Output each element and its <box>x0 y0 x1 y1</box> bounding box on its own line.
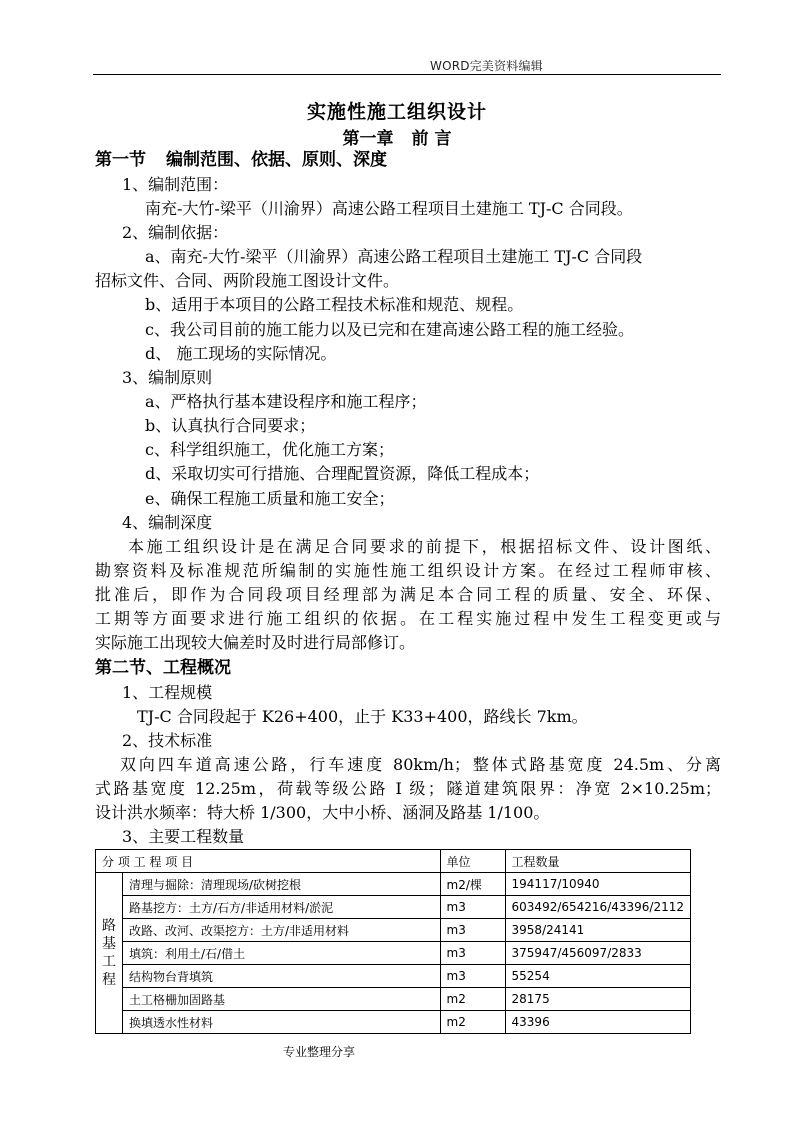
section2-heading: 第二节、工程概况 <box>95 658 231 678</box>
chapter-name: 前 言 <box>411 129 452 149</box>
group-char: 程 <box>102 972 116 988</box>
quantity-table <box>95 849 691 1034</box>
table-row <box>96 896 691 919</box>
group-char: 工 <box>102 954 116 970</box>
standard-line: 设计洪水频率：特大桥 1/300，大中小桥、涵洞及路基 1/100。 <box>95 803 550 822</box>
cell-qty: 55254 <box>505 965 690 988</box>
header-cell-item: 分 项 工 程 项 目 <box>96 850 441 873</box>
header-cell-qty: 工程数量 <box>505 850 690 873</box>
depth-heading: 4、编制深度 <box>122 513 213 532</box>
table-row <box>96 873 691 896</box>
cell-qty: 603492/654216/43396/2112 <box>505 896 690 919</box>
header-divider <box>93 74 721 75</box>
principle-a: a、严格执行基本建设程序和施工程序； <box>145 392 427 411</box>
cell-unit: m3 <box>440 896 505 919</box>
cell-item: 改路、改河、改渠挖方：土方/非适用材料 <box>123 919 441 942</box>
depth-line: 本施工组织设计是在满足合同要求的前提下，根据招标文件、设计图纸、 <box>128 537 721 556</box>
depth-line: 勘察资料及标准规范所编制的实施性施工组织设计方案。在经过工程师审核、 <box>95 561 721 580</box>
cell-unit: m2/棵 <box>440 873 505 896</box>
scope-text: 南充-大竹-梁平（川渝界）高速公路工程项目土建施工 TJ-C 合同段。 <box>145 199 633 218</box>
chapter-heading <box>0 124 794 149</box>
page-footer: 专业整理分享 <box>283 1045 356 1059</box>
group-char: 基 <box>102 936 116 952</box>
section1-heading <box>95 150 387 170</box>
cell-qty: 28175 <box>505 988 690 1011</box>
table-row <box>96 988 691 1011</box>
cell-item: 路基挖方：土方/石方/非适用材料/淤泥 <box>123 896 441 919</box>
principle-c: c、科学组织施工，优化施工方案； <box>145 440 394 459</box>
depth-line: 工期等方面要求进行施工组织的依据。在工程实施过程中发生工程变更或与 <box>95 609 721 628</box>
cell-qty: 43396 <box>505 1011 690 1034</box>
principle-d: d、采取切实可行措施、合理配置资源，降低工程成本； <box>145 464 540 483</box>
depth-line: 实际施工出现较大偏差时及时进行局部修订。 <box>95 633 416 652</box>
cell-item: 清理与掘除：清理现场/砍树挖根 <box>123 873 441 896</box>
principle-b: b、认真执行合同要求； <box>145 416 316 435</box>
depth-line: 批准后，即作为合同段项目经理部为满足本合同工程的质量、安全、环保、 <box>95 585 721 604</box>
table-row <box>96 919 691 942</box>
table-row <box>96 942 691 965</box>
cell-qty: 194117/10940 <box>505 873 690 896</box>
header-cell-unit: 单位 <box>440 850 505 873</box>
cell-unit: m2 <box>440 988 505 1011</box>
basis-a-line2: 招标文件、合同、两阶段施工图设计文件。 <box>95 271 400 290</box>
basis-a-line1: a、南充-大竹-梁平（川渝界）高速公路工程项目土建施工 TJ-C 合同段 <box>145 247 643 266</box>
cell-unit: m3 <box>440 965 505 988</box>
group-label-roadbed <box>96 873 123 1034</box>
table-row <box>96 1011 691 1034</box>
basis-c: c、我公司目前的施工能力以及已完和在建高速公路工程的施工经验。 <box>145 320 634 339</box>
chapter-label: 第一章 <box>342 129 394 149</box>
standard-line: 式路基宽度 12.25m，荷载等级公路 I 级；隧道建筑限界：净宽 2×10.25m； <box>95 779 721 798</box>
basis-b: b、适用于本项目的公路工程技术标准和规范、规程。 <box>145 295 524 314</box>
table-row <box>96 965 691 988</box>
principle-e: e、确保工程施工质量和施工安全； <box>145 489 395 508</box>
group-char: 路 <box>102 918 116 934</box>
cell-item: 土工格栅加固路基 <box>123 988 441 1011</box>
basis-d: d、 施工现场的实际情况。 <box>145 344 337 363</box>
quantity-heading: 3、主要工程数量 <box>122 827 245 846</box>
cell-item: 结构物台背填筑 <box>123 965 441 988</box>
cell-unit: m3 <box>440 919 505 942</box>
cell-unit: m3 <box>440 942 505 965</box>
section1-title: 编制范围、依据、原则、深度 <box>166 150 387 170</box>
page-header: WORD完美资料编辑 <box>430 59 543 73</box>
basis-heading: 2、编制依据： <box>122 223 229 242</box>
scale-heading: 1、工程规模 <box>122 683 213 702</box>
scope-heading: 1、编制范围： <box>122 175 229 194</box>
table-header-row <box>96 850 691 873</box>
cell-qty: 3958/24141 <box>505 919 690 942</box>
cell-qty: 375947/456097/2833 <box>505 942 690 965</box>
cell-item: 换填透水性材料 <box>123 1011 441 1034</box>
cell-unit: m2 <box>440 1011 505 1034</box>
principle-heading: 3、编制原则 <box>122 368 213 387</box>
section1-label: 第一节 <box>95 150 146 170</box>
document-title: 实施性施工组织设计 <box>306 101 487 123</box>
standard-heading: 2、技术标准 <box>122 731 213 750</box>
cell-item: 填筑：利用土/石/借土 <box>123 942 441 965</box>
scale-text: TJ-C 合同段起于 K26+400，止于 K33+400，路线长 7km。 <box>137 707 588 726</box>
standard-line: 双向四车道高速公路，行车速度 80km/h；整体式路基宽度 24.5m、分离 <box>120 755 721 774</box>
